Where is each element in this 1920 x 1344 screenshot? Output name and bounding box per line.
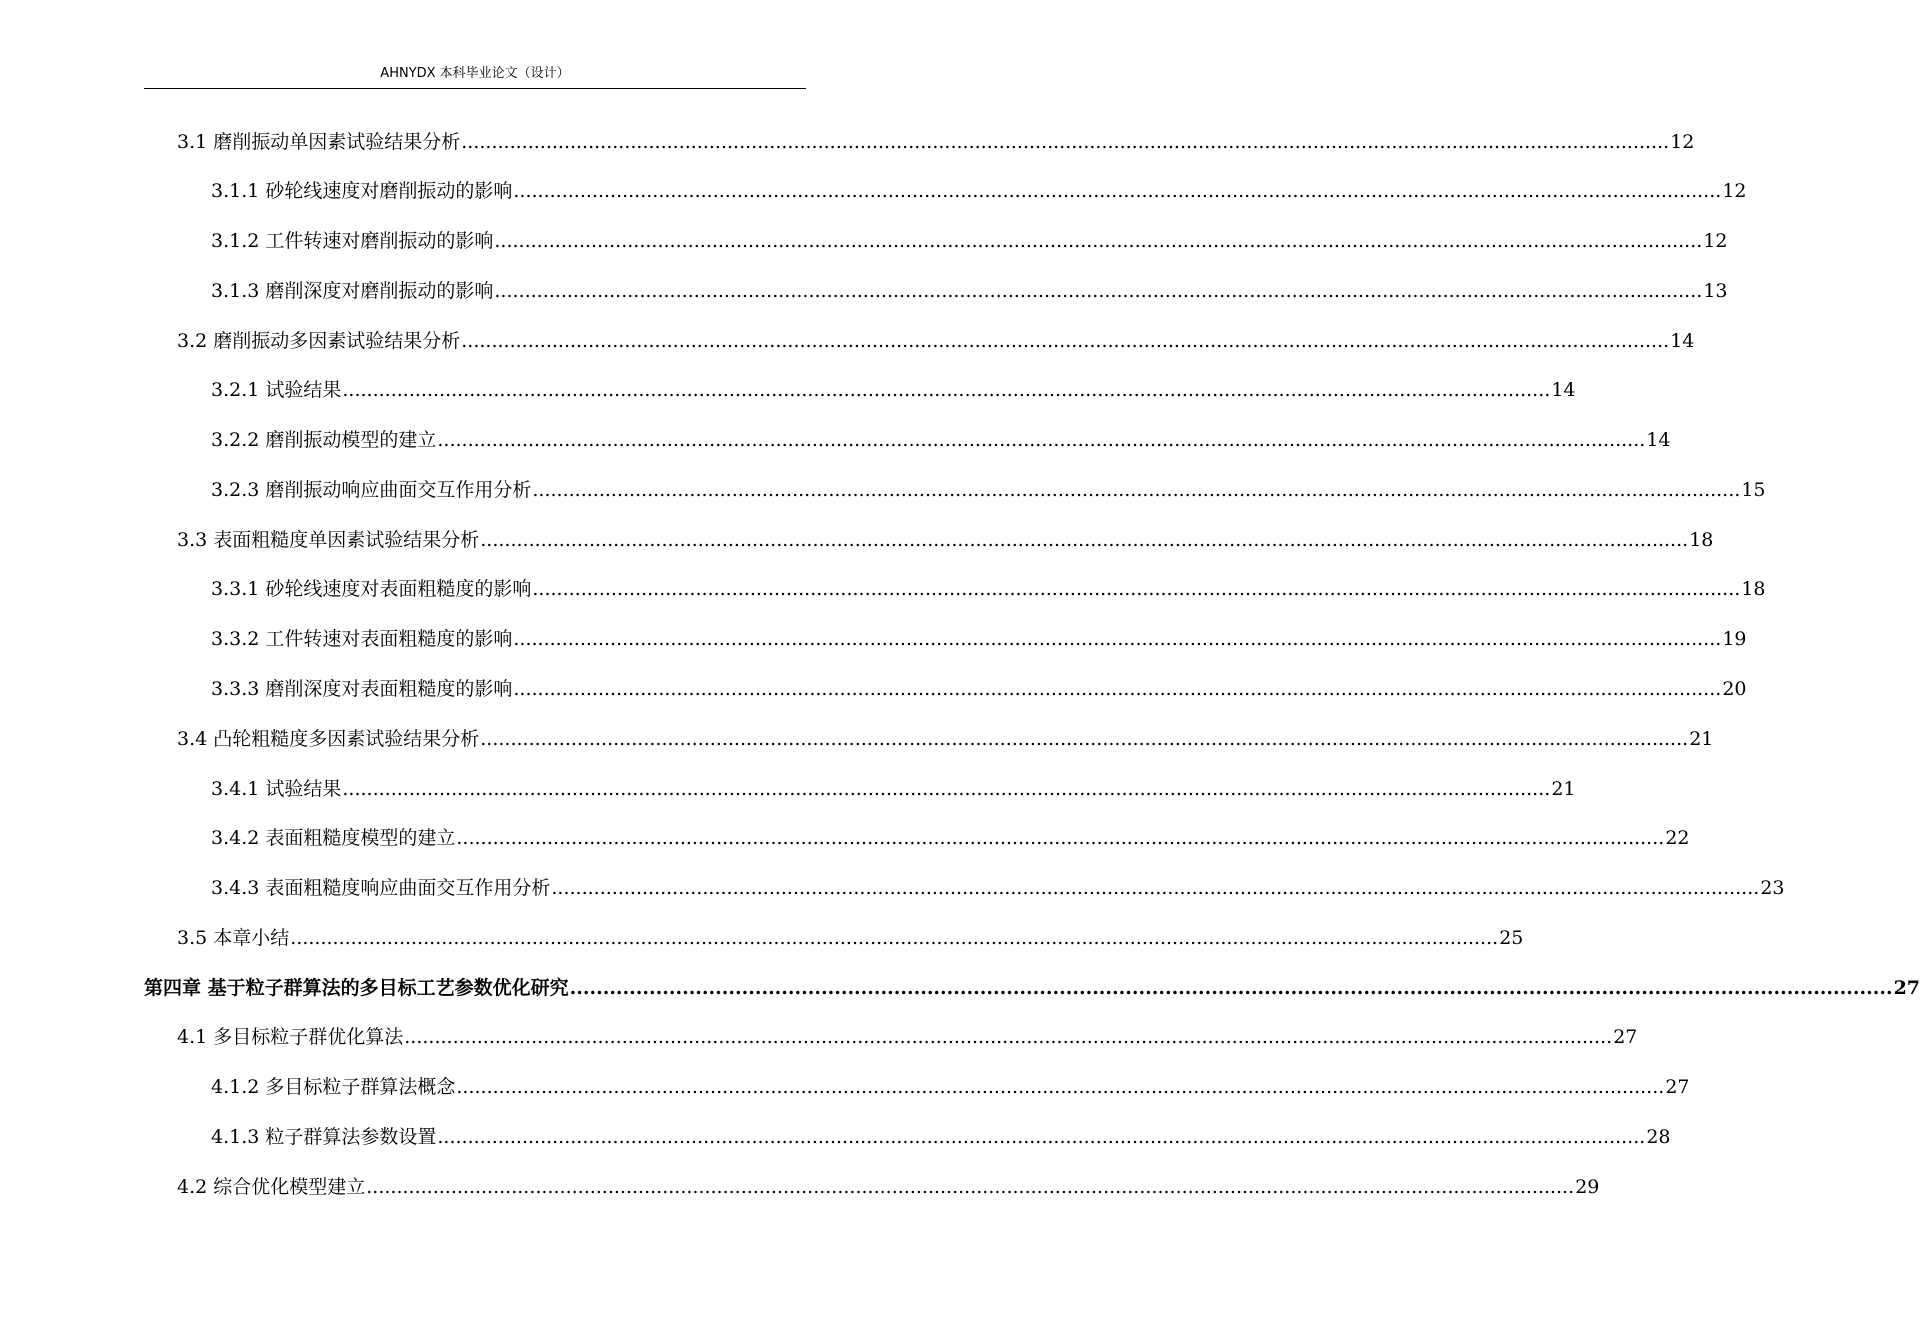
- toc-entry[interactable]: [211, 176, 1747, 206]
- toc-entry[interactable]: [177, 127, 1695, 157]
- toc-entry-page: 18: [1689, 529, 1714, 551]
- toc-entry-page: 12: [1722, 180, 1747, 202]
- toc-entry-page: 12: [1670, 131, 1695, 153]
- toc-entry[interactable]: [211, 425, 1671, 455]
- toc-leader-dots: ........................................................................................................................................................................................................: [551, 877, 1760, 899]
- toc-leader-dots: ........................................................................................................................................................................................................: [569, 977, 1893, 999]
- toc-entry[interactable]: [211, 226, 1728, 256]
- toc-leader-dots: ........................................................................................................................................................................................................: [456, 1076, 1665, 1098]
- toc-entry-title: 4.2 综合优化模型建立: [177, 1176, 366, 1198]
- toc-entry-title: 3.4.1 试验结果: [211, 778, 342, 800]
- toc-entry-page: 19: [1722, 628, 1747, 650]
- toc-entry[interactable]: [211, 873, 1785, 903]
- toc-leader-dots: ........................................................................................................................................................................................................: [513, 678, 1722, 700]
- toc-entry-page: 18: [1741, 578, 1766, 600]
- toc-entry-title: 3.5 本章小结: [177, 927, 290, 949]
- toc-entry-title: 3.4.2 表面粗糙度模型的建立: [211, 827, 456, 849]
- toc-entry[interactable]: [211, 1072, 1690, 1102]
- toc-entry-title: 3.4.3 表面粗糙度响应曲面交互作用分析: [211, 877, 551, 899]
- toc-leader-dots: ........................................................................................................................................................................................................: [342, 379, 1551, 401]
- toc-entry[interactable]: [211, 574, 1766, 604]
- toc-entry-title: 3.2.3 磨削振动响应曲面交互作用分析: [211, 479, 532, 501]
- toc-entry-page: 14: [1646, 429, 1671, 451]
- toc-entry-title: 4.1.3 粒子群算法参数设置: [211, 1126, 437, 1148]
- toc-entry-page: 27: [1893, 977, 1920, 999]
- toc-entry[interactable]: [177, 1022, 1638, 1052]
- toc-entry-page: 21: [1551, 778, 1576, 800]
- toc-chapter-entry[interactable]: [144, 973, 1920, 1003]
- toc-entry-title: 4.1 多目标粒子群优化算法: [177, 1026, 404, 1048]
- toc-entry-title: 3.1.1 砂轮线速度对磨削振动的影响: [211, 180, 513, 202]
- toc-entry-title: 3.3.1 砂轮线速度对表面粗糙度的影响: [211, 578, 532, 600]
- toc-entry-page: 12: [1703, 230, 1728, 252]
- toc-leader-dots: ........................................................................................................................................................................................................: [480, 529, 1689, 551]
- toc-entry[interactable]: [177, 923, 1524, 953]
- toc-entry-title: 3.1 磨削振动单因素试验结果分析: [177, 131, 461, 153]
- toc-leader-dots: ........................................................................................................................................................................................................: [404, 1026, 1613, 1048]
- toc-leader-dots: ........................................................................................................................................................................................................: [461, 131, 1670, 153]
- toc-entry-title: 3.4 凸轮粗糙度多因素试验结果分析: [177, 728, 480, 750]
- toc-entry-title: 3.2 磨削振动多因素试验结果分析: [177, 330, 461, 352]
- toc-leader-dots: ........................................................................................................................................................................................................: [494, 230, 1703, 252]
- toc-leader-dots: ........................................................................................................................................................................................................: [532, 479, 1741, 501]
- toc-entry[interactable]: [211, 774, 1576, 804]
- toc-leader-dots: ........................................................................................................................................................................................................: [456, 827, 1665, 849]
- toc-entry-title: 3.2.1 试验结果: [211, 379, 342, 401]
- header-text: AHNYDX 本科毕业论文（设计）: [380, 66, 570, 81]
- toc-entry-page: 21: [1689, 728, 1714, 750]
- toc-leader-dots: ........................................................................................................................................................................................................: [342, 778, 1551, 800]
- toc-entry[interactable]: [211, 624, 1747, 654]
- toc-entry-page: 20: [1722, 678, 1747, 700]
- toc-entry[interactable]: [211, 674, 1747, 704]
- toc-entry-page: 23: [1760, 877, 1785, 899]
- toc-entry-page: 27: [1665, 1076, 1690, 1098]
- toc-entry-title: 第四章 基于粒子群算法的多目标工艺参数优化研究: [144, 977, 569, 999]
- toc-leader-dots: ........................................................................................................................................................................................................: [461, 330, 1670, 352]
- toc-entry-title: 4.1.2 多目标粒子群算法概念: [211, 1076, 456, 1098]
- toc-entry[interactable]: [177, 724, 1714, 754]
- toc-entry[interactable]: [177, 525, 1714, 555]
- toc-entry[interactable]: [211, 276, 1728, 306]
- toc-entry[interactable]: [177, 326, 1695, 356]
- toc-leader-dots: ........................................................................................................................................................................................................: [480, 728, 1689, 750]
- toc-entry[interactable]: [211, 375, 1576, 405]
- toc-leader-dots: ........................................................................................................................................................................................................: [494, 280, 1703, 302]
- toc-entry-page: 27: [1613, 1026, 1638, 1048]
- toc-entry[interactable]: [211, 475, 1766, 505]
- toc-entry-title: 3.2.2 磨削振动模型的建立: [211, 429, 437, 451]
- toc-leader-dots: ........................................................................................................................................................................................................: [290, 927, 1499, 949]
- toc-entry-title: 3.3.2 工件转速对表面粗糙度的影响: [211, 628, 513, 650]
- toc-entry-title: 3.1.3 磨削深度对磨削振动的影响: [211, 280, 494, 302]
- toc-leader-dots: ........................................................................................................................................................................................................: [437, 1126, 1646, 1148]
- toc-entry-page: 29: [1575, 1176, 1600, 1198]
- toc-entry[interactable]: [211, 1122, 1671, 1152]
- toc-entry-title: 3.1.2 工件转速对磨削振动的影响: [211, 230, 494, 252]
- toc-leader-dots: ........................................................................................................................................................................................................: [532, 578, 1741, 600]
- toc-entry-page: 13: [1703, 280, 1728, 302]
- toc-entry[interactable]: [211, 823, 1690, 853]
- toc-entry-title: 3.3.3 磨削深度对表面粗糙度的影响: [211, 678, 513, 700]
- toc-entry-page: 14: [1551, 379, 1576, 401]
- toc-entry-page: 28: [1646, 1126, 1671, 1148]
- toc-leader-dots: ........................................................................................................................................................................................................: [513, 628, 1722, 650]
- toc-entry-page: 15: [1741, 479, 1766, 501]
- toc-entry-page: 22: [1665, 827, 1690, 849]
- toc-leader-dots: ........................................................................................................................................................................................................: [366, 1176, 1575, 1198]
- toc-entry-page: 14: [1670, 330, 1695, 352]
- toc-leader-dots: ........................................................................................................................................................................................................: [513, 180, 1722, 202]
- toc-entry[interactable]: [177, 1172, 1600, 1202]
- toc-entry-page: 25: [1499, 927, 1524, 949]
- toc-leader-dots: ........................................................................................................................................................................................................: [437, 429, 1646, 451]
- page-header: [144, 64, 806, 89]
- toc-entry-title: 3.3 表面粗糙度单因素试验结果分析: [177, 529, 480, 551]
